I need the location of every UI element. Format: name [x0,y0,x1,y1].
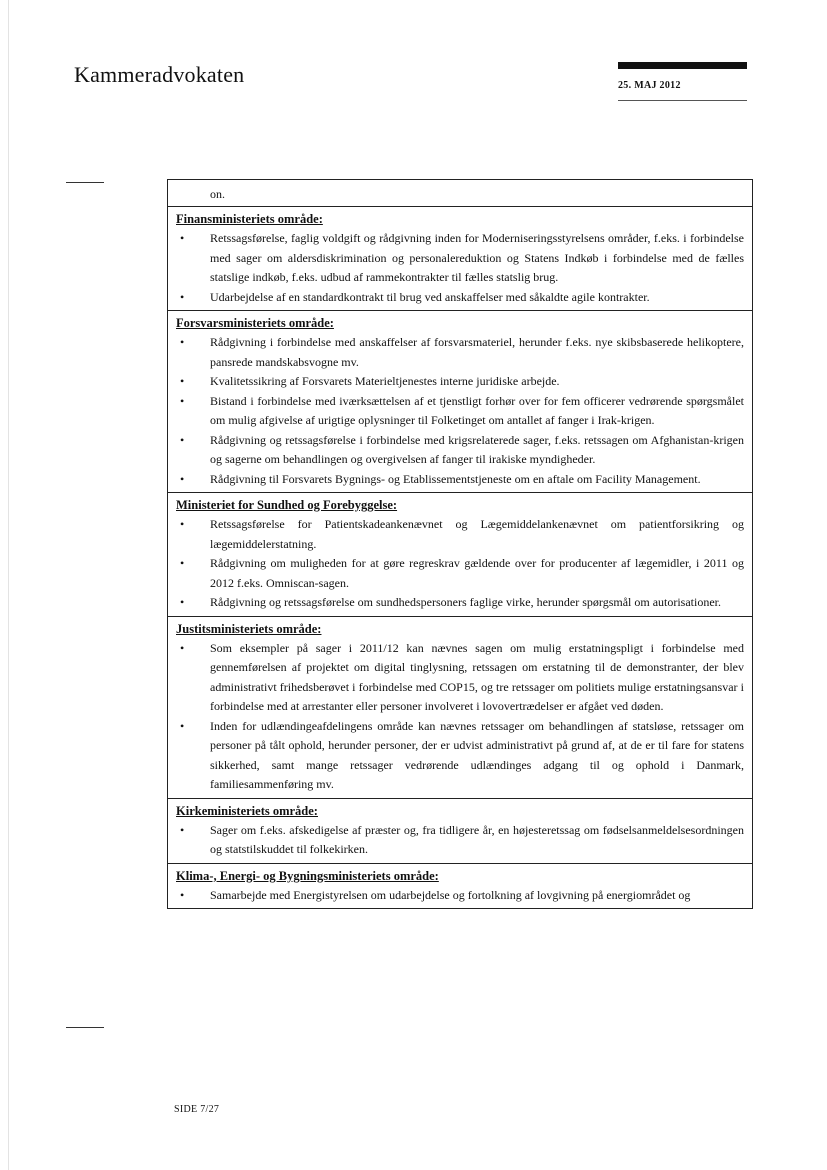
list-item: • Samarbejde med Energistyrelsen om udarbejdelse og fortolkning af lovgivning på energiområdet og [176,886,744,906]
section-title: Forsvarsministeriets område: [176,316,334,330]
ministry-section [168,799,752,864]
margin-mark-bottom [66,1027,104,1028]
list-item: • Kvalitetssikring af Forsvarets Materieltjenestes interne juridiske arbejde. [176,372,744,392]
scan-edge-line [8,0,9,1170]
bullet-list [176,639,744,795]
document-date: 25. MAJ 2012 [618,80,681,91]
list-item: • Retssagsførelse, faglig voldgift og rådgivning inden for Moderniseringsstyrelsens områder, f.eks. i forbindelse med sager om aldersdiskrimination og personalereduktion og Statens Indkøb i forbindelse med de fælles statslige indkøb, f.eks. udbud af rammekontrakter til fælles statslig brug. [176,229,744,288]
list-item: • Bistand i forbindelse med iværksættelsen af et tjenstligt forhør over for fem officerer vedrørende spørgsmålet om mulig afgivelse af urigtige oplysninger til Folketinget om antallet af fanger i Irak-krigen. [176,392,744,431]
ministry-section [168,617,752,799]
section-title: Kirkeministeriets område: [176,803,318,818]
bullet-list [176,821,744,860]
organization-name: Kammeradvokaten [74,62,245,87]
section-title: Finansministeriets område: [176,212,323,226]
section-title: Ministeriet for Sundhed og Forebyggelse: [176,498,398,512]
list-item: • Som eksempler på sager i 2011/12 kan nævnes sagen om mulig erstatningspligt i forbindelse med gennemførelsen af projektet om digital tinglysning, retssagen om erstatning til de demonstranter, der blev administrativt frihedsberøvet i forbindelse med COP15, og tre retssager om politiets mulige erstatningsansvar i forbindelse med at arrestanter eller personer involveret i lovovertrædelser er afgået ved døden. [176,639,744,717]
continuation-cell: on. [168,180,752,207]
ministry-section [168,207,752,311]
list-item: • Rådgivning og retssagsførelse om sundhedspersoners faglige virke, herunder spørgsmål om autorisationer. [176,593,744,613]
margin-mark-top [66,182,104,183]
list-item: • Rådgivning i forbindelse med anskaffelser af forsvarsmateriel, herunder f.eks. nye skibsbaserede helikoptere, pansrede mandskabsvogne mv. [176,333,744,372]
list-item: • Udarbejdelse af en standardkontrakt til brug ved anskaffelser med såkaldte agile kontrakter. [176,288,744,308]
list-item: • Rådgivning om muligheden for at gøre regreskrav gældende over for producenter af lægemidler, i 2011 og 2012 f.eks. Omniscan-sagen. [176,554,744,593]
ministry-section [168,864,752,909]
section-title: Justitsministeriets område: [176,621,322,636]
page-number: SIDE 7/27 [174,1104,220,1115]
header-bar [618,62,747,69]
list-item: • Rådgivning til Forsvarets Bygnings- og Etablissementstjeneste om en aftale om Facility Management. [176,470,744,490]
list-item: • Sager om f.eks. afskedigelse af præster og, fra tidligere år, en højesteretssag om fødselsanmeldelsesordningen og statstilskuddet til folkekirken. [176,821,744,860]
section-title: Klima-, Energi- og Bygningsministeriets område: [176,868,439,883]
ministry-section [168,493,752,617]
bullet-list [176,229,744,307]
list-item: • Retssagsførelse for Patientskadeankenævnet og Lægemiddelankenævnet om patientforsikring og lægemiddelerstatning. [176,515,744,554]
header-rule [618,100,747,101]
bullet-list [176,515,744,613]
sections-container [168,207,752,908]
bullet-list [176,886,744,906]
content-table [167,179,753,909]
ministry-section [168,311,752,493]
list-item: • Inden for udlændingeafdelingens område kan nævnes retssager om behandlingen af statsløse, retssager om personer på tålt ophold, herunder personer, der er udvist administrativt på grund af, at de er til fare for statens sikkerhed, samt mange retssager vedrørende udlændinges adgang til og ophold i Danmark, familiesammenføring mv. [176,717,744,795]
bullet-list [176,333,744,489]
list-item: • Rådgivning og retssagsførelse i forbindelse med krigsrelaterede sager, f.eks. retssagen om Afghanistan-krigen og sagerne om behandlingen og overgivelsen af fanger til irakiske myndigheder. [176,431,744,470]
